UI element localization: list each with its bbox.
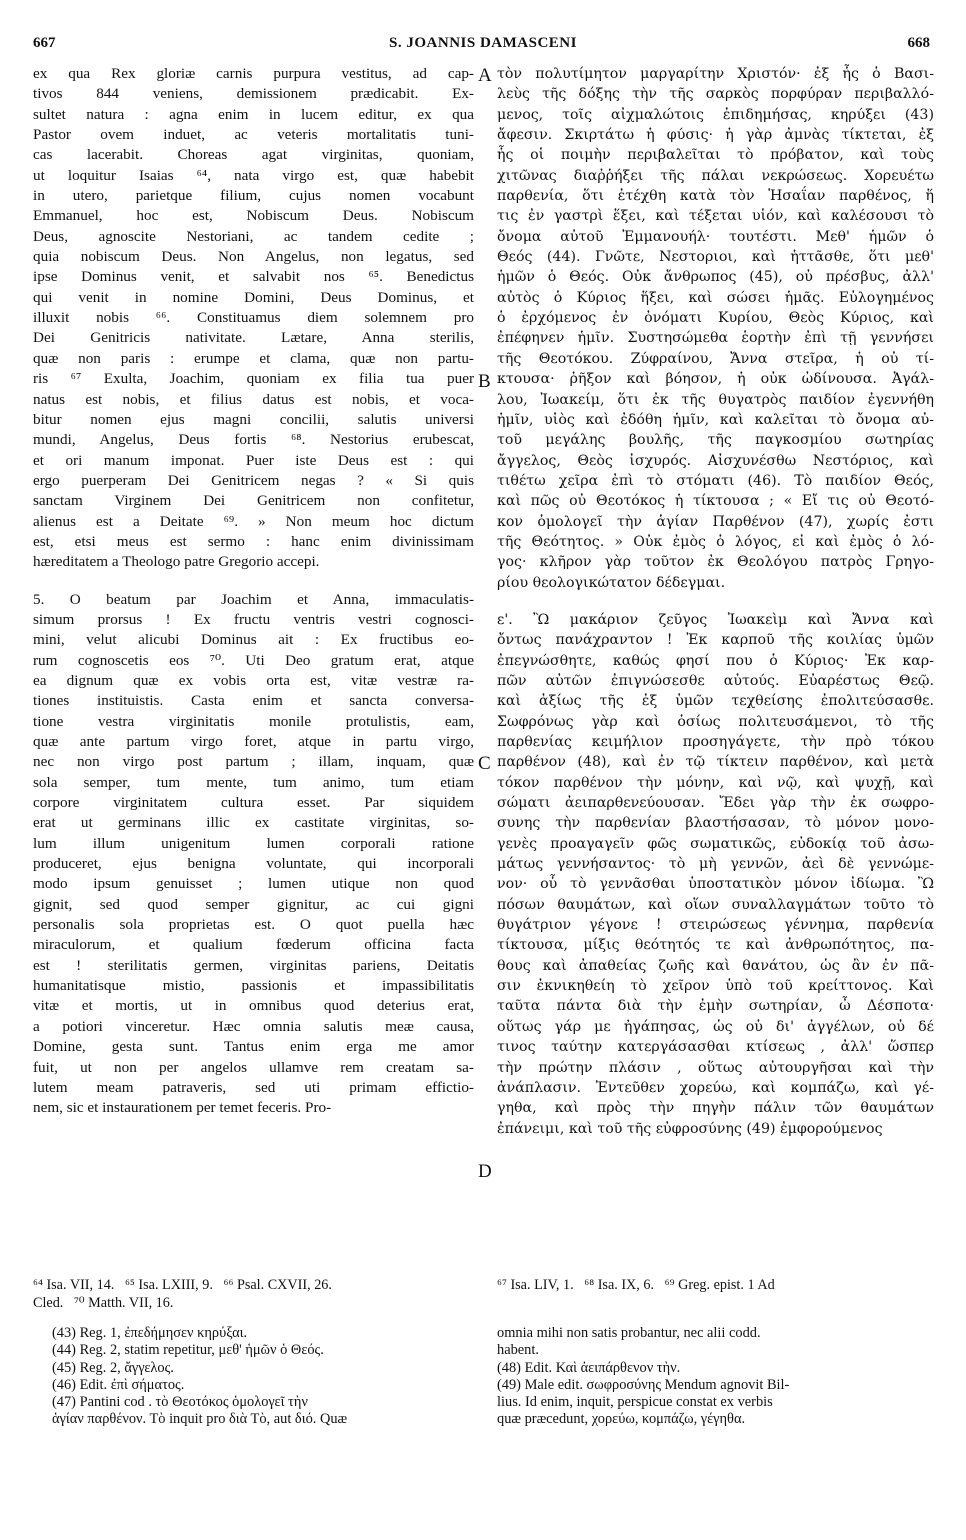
greek-text-line: χιτῶνας διαῤῥήξει τῆς πάλαι νεκρώσεως. Χορευέτω (497, 167, 934, 184)
critical-note-line: omnia mihi non satis probantur, nec alii codd. (497, 1325, 761, 1341)
greek-text-line: ἡμῖν, υἱὸς καὶ ἐδόθη ἡμῖν, καὶ καλεῖται τὸ ὄνομα αὐ- (497, 411, 934, 428)
latin-text-line: simum prorsus ! Ex fructu ventris vestri cognosci- (33, 610, 474, 628)
latin-text-line: ipse Dominus venit, et salvabit nos ⁶⁵. Benedictus (33, 268, 474, 286)
latin-text-line: Emmanuel, hoc est, Nobiscum Deus. Nobiscum (33, 207, 474, 225)
critical-note-line: quæ præcedunt, χορεύω, κομπάζω, γέγηθα. (497, 1411, 746, 1428)
latin-text-line: Dei Genitricis nativitate. Lætare, Anna sterilis, (33, 329, 474, 347)
greek-text-line: ἄγγελος, Θεὸς ἰσχυρός. Αἰσχυνέσθω Νεστόριος, καὶ (497, 452, 934, 469)
latin-text-line: mini, velut alicubi Dominus ait : Ex fructibus eo- (33, 631, 474, 649)
latin-text-line: quæ ante partum virgo foret, atque in partu virgo, (33, 733, 474, 750)
greek-text-line: τὴν πρώτην πλάσιν , οὕτως αὐτουργῆσαι καὶ τὴν (497, 1059, 934, 1076)
latin-text-line: tione vestra virginitatis monile protulistis, eam, (33, 712, 474, 730)
margin-letter-d: D (478, 1161, 492, 1182)
latin-text-line: est ! sterilitatis germen, virginitas pariens, Deitatis (33, 956, 474, 974)
latin-column (33, 64, 474, 1119)
greek-text-line: τὸν πολυτίμητον μαργαρίτην Χριστόν· ἐξ ἧς ὁ Βασι- (497, 66, 934, 82)
latin-text-line: quia nobiscum Deus. Non Angelus, non legatus, sed (33, 248, 474, 266)
greek-text-line: λου, Ἰωακείμ, ὅτι ἐκ τῆς θυγατρὸς παιδίον ἐγεννήθη (497, 391, 934, 408)
greek-text-line: καὶ ἀξίως τῆς ἐξ ὑμῶν τεχθείσης ἐπολιτεύσασθε. (497, 693, 934, 710)
latin-text-line: et ori manum imponat. Puer iste Deus est : qui (33, 451, 474, 469)
latin-text-line: natus est nobis, et filius datus est nobis, et voca- (33, 390, 474, 408)
latin-text-line: sultet natura : agna enim in lucem editur, ex qua (33, 105, 474, 123)
greek-text-line: ἄφεσιν. Σκιρτάτω ἡ φύσις· ἡ γὰρ ἀμνὰς τίκτεται, ἐξ (497, 127, 934, 144)
critical-note-line: habent. (497, 1342, 539, 1359)
latin-text-line: Deus, agnoscite Nestoriani, ac tandem cedite ; (33, 227, 474, 245)
greek-text-line: Θεός (44). Γνῶτε, Νεστοριοι, καὶ ἡττᾶσθε, ὅτι μεθ' (497, 249, 934, 266)
latin-text-line: nec non virgo post partum ; illam, inquam, quæ (33, 753, 474, 771)
greek-text-line: λεὺς τῆς δόξης τὴν τῆς σαρκὸς πορφύραν περιβαλλό- (497, 86, 934, 103)
greek-text-line: πῶν αὐτῶν ἐπιγνώσεσθε αὐτούς. Εὐαρέστως Θεῷ. (497, 672, 934, 689)
greek-text-line: συνης τὴν παρθενίαν βλαστήσασαν, τὸ μόνον μονο- (497, 815, 934, 832)
greek-text-line: παρθενίας κειμήλιον προσηγάγετε, τὴν πρὸ τόκου (497, 734, 934, 750)
scripture-footnotes-right (497, 1277, 934, 1295)
latin-text-line: bitur nomen ejus magni concilii, salutis universi (33, 410, 474, 428)
greek-text-line: κτουσα· ῥῆξον καὶ βόησον, ἡ οὐκ ὠδίνουσα. Ἀγάλ- (497, 371, 934, 388)
critical-note-line: lius. Id enim, inquit, perspicue constat ex verbis (497, 1394, 773, 1411)
critical-note-line: (43) Reg. 1, ἐπεδήμησεν κηρύξαι. (52, 1325, 248, 1341)
greek-text-line: θυγάτριον γέγονε ! στειρώσεως γέννημα, παρθενία (497, 917, 934, 934)
latin-text-line: est, etsi meus est sermo : hanc enim divinissimam (33, 532, 474, 550)
greek-text-line: νον· οὗ τὸ γεννᾶσθαι ὑποστατικὸν μόνον ἰδίωμα. Ὢ (497, 876, 934, 893)
latin-text-line: lum illum unigenitum lumen corporali ratione (33, 834, 474, 852)
latin-text-line: mundi, Angelus, Deus fortis ⁶⁸. Nestorius erubescat, (33, 431, 474, 449)
latin-text-line: gignit, sed quod semper gignitur, ac cui gigni (33, 895, 474, 913)
greek-text-line: πόσων θαυμάτων, καὶ οἵων συναλλαγμάτων τοῦτο τὸ (497, 896, 934, 913)
greek-text-line: Σωφρόνως γὰρ καὶ ὁσίως πολιτευσάμενοι, τὸ τῆς (497, 713, 934, 730)
greek-text-line: τις ἐν γαστρὶ ἕξει, καὶ τέξεται υἱόν, καὶ καλέσουσι τὸ (497, 208, 934, 225)
greek-text-line: τοῦ μεγάλης βουλῆς, τῆς παγκοσμίου σωτηρίας (497, 432, 934, 449)
latin-text-line (33, 573, 474, 590)
latin-text-line: ea dignum quæ ex vobis orta est, vitæ vestræ ra- (33, 671, 474, 689)
greek-text-line: οὕτως γάρ με ἠγάπησας, ὡς οὐ δι' ἀγγέλων, οὐ δέ (497, 1018, 934, 1035)
greek-text-line: μάτως γεννήσαντος· τὸ μὴ γεννῶν, ἀεὶ δὲ γεννώμε- (497, 856, 934, 873)
greek-text-line: ε'. Ὢ μακάριον ζεῦγος Ἰωακεὶμ καὶ Ἄννα καὶ (497, 611, 934, 628)
greek-text-line: ὁ ἐρχόμενος ἐν ὀνόματι Κυρίου, Θεὸς Κύριος, καὶ (497, 310, 934, 327)
latin-text-line: miraculorum, et qualium fœderum officina facta (33, 936, 474, 954)
latin-text-line: ex qua Rex gloriæ carnis purpura vestitus, ad cap- (33, 65, 474, 82)
latin-text-line: vitæ et mortis, ut in omnibus quod deterius erat, (33, 997, 474, 1015)
greek-text-line: παρθενία, ὅτι ἐτέχθη κατὰ τὸν Ἡσαΐαν παρθένος, ἥ (497, 188, 934, 205)
greek-text-line: παρθένον (48), καὶ ἐν τῷ τίκτειν παρθένον, καὶ μετὰ (497, 754, 934, 771)
greek-text-line: μενος, τοῖς αἰχμαλώτοις ἐπιδημήσας, κηρύξει (43) (497, 106, 934, 123)
greek-text-line: γηθα, καὶ πρὸς τὴν πηγὴν πάλιν τῶν θαυμάτων (497, 1100, 934, 1117)
greek-text-line: ὄνομα αὐτοῦ Ἐμμανουήλ· τουτέστι. Μεθ' ἡμῶν ὁ (497, 228, 934, 245)
latin-text-line: qui venit in nomine Domini, Deus Dominus, et (33, 288, 474, 306)
running-title: S. JOANNIS DAMASCENI (389, 35, 577, 51)
latin-text-line: rum cognoscetis eos ⁷⁰. Uti Deo gratum erat, atque (33, 651, 474, 669)
greek-text-line: ταῦτα πάντα διὰ τὴν ἐμὴν σωτηρίαν, ὦ Δέσποτα· (497, 998, 934, 1015)
greek-text-line: τιθέτω χεῖρα ἐπὶ τὸ στόματι (46). Τὸ παιδίον Θεός, (497, 472, 934, 489)
margin-letter-b: B (478, 371, 491, 392)
greek-text-line: θους καὶ ἀπαθείας ζωῆς καὶ θανάτου, ὡς ἂν ἐν πᾶ- (497, 957, 934, 974)
greek-text-line: ἐπεγνώσθητε, καθώς φησί που ὁ Κύριος· Ἐκ καρ- (497, 652, 934, 669)
latin-text-line: 5. O beatum par Joachim et Anna, immaculatis- (33, 590, 474, 608)
scripture-footnote: ⁶⁴ Isa. VII, 14. ⁶⁵ Isa. LXIII, 9. ⁶⁶ Psal. CXVII, 26. (33, 1277, 332, 1293)
latin-text-line: ris ⁶⁷ Exulta, Joachim, quoniam ex filia tua puer (33, 370, 474, 388)
greek-text-line: τίκτουσα, μίξις θεότητός τε καὶ ἀνθρωπότητος, πα- (497, 937, 934, 954)
critical-note-line: (47) Pantini cod . τὸ Θεοτόκος ὁμολογεῖ τὴν (52, 1394, 308, 1411)
greek-text-line: ἐπέφηνεν ἡμῖν. Συστησώμεθα ἑορτὴν ἐπὶ τῇ γεννήσει (497, 330, 934, 347)
greek-text-line: ὄντως πανάχραντον ! Ἐκ καρποῦ τῆς κοιλίας ὑμῶν (497, 632, 934, 649)
greek-text-line: καὶ πῶς οὐ Θεοτόκος ἡ τίκτουσα ; « Εἴ τις οὐ Θεοτό- (497, 493, 934, 510)
page-number-right: 668 (907, 35, 930, 51)
latin-text-line: tiones instituistis. Casta enim et sancta conversa- (33, 692, 474, 710)
margin-letter-c: C (478, 753, 491, 774)
greek-text-line: αὐτὸς ὁ Κύριος ἥξει, καὶ σώσει ἡμᾶς. Εὐλογημένος (497, 289, 934, 306)
greek-text-line: ἡμῶν ὁ Θεός. Οὐκ ἄνθρωπος (45), οὐ πρέσβυς, ἀλλ' (497, 269, 934, 286)
latin-text-line: quæ non paris : erumpe et clama, quæ non partu- (33, 349, 474, 367)
latin-text-line: erat ut germinans illic ex castitate virginitas, so- (33, 814, 474, 832)
latin-text-line: alienus est a Deitate ⁶⁹. » Non meum hoc dictum (33, 512, 474, 530)
latin-text-line: modo ipsum genuisset ; lumen utique non quod (33, 875, 474, 893)
latin-text-line: sanctam Virginem Dei Genitricem non confitetur, (33, 492, 474, 510)
greek-column (497, 64, 934, 1139)
latin-text-line: Pastor ovem induet, ac veteris mortalitatis tuni- (33, 126, 474, 144)
critical-note-line: (49) Male edit. σωφροσύνης Mendum agnovit Bil- (497, 1376, 790, 1393)
latin-text-line: personalis sola proprietas est. O quot puella hæc (33, 916, 474, 934)
latin-text-line: lutem meam patraveris, sed uti primam effictio- (33, 1078, 474, 1096)
latin-text-line: illuxit nobis ⁶⁶. Constituamus diem solemnem pro (33, 309, 474, 327)
greek-text-line: ἐπάνειμι, καὶ τοῦ τῆς εὐφροσύνης (49) ἐμφορούμενος (497, 1120, 883, 1137)
latin-text-line: cas lacerabit. Choreas agat virginitas, quoniam, (33, 146, 474, 164)
greek-text-line: ρίου θεολογικώτατον δέδεγμαι. (497, 574, 726, 591)
critical-notes-right (497, 1325, 934, 1429)
greek-text-line: ἧς οἱ ποιμὴν περιβαλεῖται τὸ πρόβατον, καὶ τοὺς (497, 147, 934, 164)
latin-text-line: corpore virginitatem cultura esset. Par siquidem (33, 794, 474, 812)
margin-letter-a: A (478, 65, 492, 86)
latin-text-line: nem, sic et instaurationem per temet feceris. Pro- (33, 1099, 332, 1117)
scripture-footnote: Cled. ⁷⁰ Matth. VII, 16. (33, 1294, 174, 1311)
greek-text-line: τόκον παρθένον τὴν μόνην, καὶ νῷ, καὶ ψυχῇ, καὶ (497, 774, 934, 791)
critical-note-line: (45) Reg. 2, ἄγγελος. (52, 1359, 174, 1376)
greek-text-line: τῆς Θεότητος. » Οὐκ ἐμὸς ὁ λόγος, εἰ καὶ ἐμὸς ὁ λό- (497, 533, 934, 550)
latin-text-line: produceret, ejus benigna voluntate, qui incorporali (33, 855, 474, 873)
latin-text-line: tivos 844 veniens, demissionem prædicabit. Ex- (33, 85, 474, 103)
greek-text-line: σώματι ἀειπαρθενεύουσαν. Ἔδει γὰρ τὴν ἐκ σωφρο- (497, 795, 934, 812)
latin-text-line: ut loquitur Isaias ⁶⁴, nata virgo est, quæ habebit (33, 166, 474, 184)
page-number-left: 667 (33, 35, 56, 51)
latin-text-line: sola semper, tum mente, tum animo, tum etiam (33, 773, 474, 791)
latin-text-line: in utero, parietque filium, cujus nomen vocabunt (33, 187, 474, 205)
greek-text-line: τινος ταύτην κατεργάσασθαι κτίσεως , ἀλλ' ὥσπερ (497, 1039, 934, 1056)
greek-text-line: σιν ἐκνικηθείη τὸ χεῖρον ὑπὸ τοῦ κρείττονος. Καὶ (497, 978, 934, 995)
critical-note-line: (48) Edit. Καὶ ἀειπάρθενον τὴν. (497, 1359, 681, 1376)
latin-text-line: ergo puerperam Dei Genitricem negas ? « Si quis (33, 471, 474, 489)
greek-text-line: ἀνάπλασιν. Ἐντεῦθεν χορεύω, καὶ κομπάζω, καὶ γέ- (497, 1079, 934, 1096)
critical-note-line: (46) Edit. ἐπὶ σήματος. (52, 1376, 185, 1393)
latin-text-line: hæreditatem a Theologo patre Gregorio accepi. (33, 553, 320, 571)
greek-text-line: γος· κλῆρον γὰρ τοῦτον ἐκ Θεολόγου πατρὸς Γρηγο- (497, 554, 934, 571)
latin-text-line: humanitatisque mistio, passionis et impassibilitatis (33, 977, 474, 995)
scripture-footnote: ⁶⁷ Isa. LIV, 1. ⁶⁸ Isa. IX, 6. ⁶⁹ Greg. epist. 1 Ad (497, 1277, 775, 1293)
critical-note-line: ἁγίαν παρθένον. Τὸ inquit pro διὰ Τὸ, aut διό. Quæ (52, 1411, 348, 1428)
critical-notes-left (52, 1325, 477, 1429)
greek-text-line: κον ὁμολογεῖ τὴν ἁγίαν Παρθένον (47), χωρίς ἐστι (497, 513, 934, 530)
greek-text-line: τῆς Θεοτόκου. Ζύφραίνου, Ἄννα στεῖρα, ἡ οὐ τί- (497, 350, 934, 367)
latin-text-line: a potiori vinceretur. Hæc omnia salutis meæ causa, (33, 1017, 474, 1035)
latin-text-line: Domine, gesta sunt. Tantus enim erga me amor (33, 1038, 474, 1056)
greek-text-line: γενὲς προαγαγεῖν φῶς σωματικῶς, εὐδοκίᾳ τοῦ ἀσω- (497, 835, 934, 852)
critical-note-line: (44) Reg. 2, statim repetitur, μεθ' ἡμῶν ὁ Θεός. (52, 1342, 324, 1359)
latin-text-line: fuit, ut non per angelos ullamve rem creatam sa- (33, 1058, 474, 1076)
scripture-footnotes-left (33, 1277, 478, 1312)
